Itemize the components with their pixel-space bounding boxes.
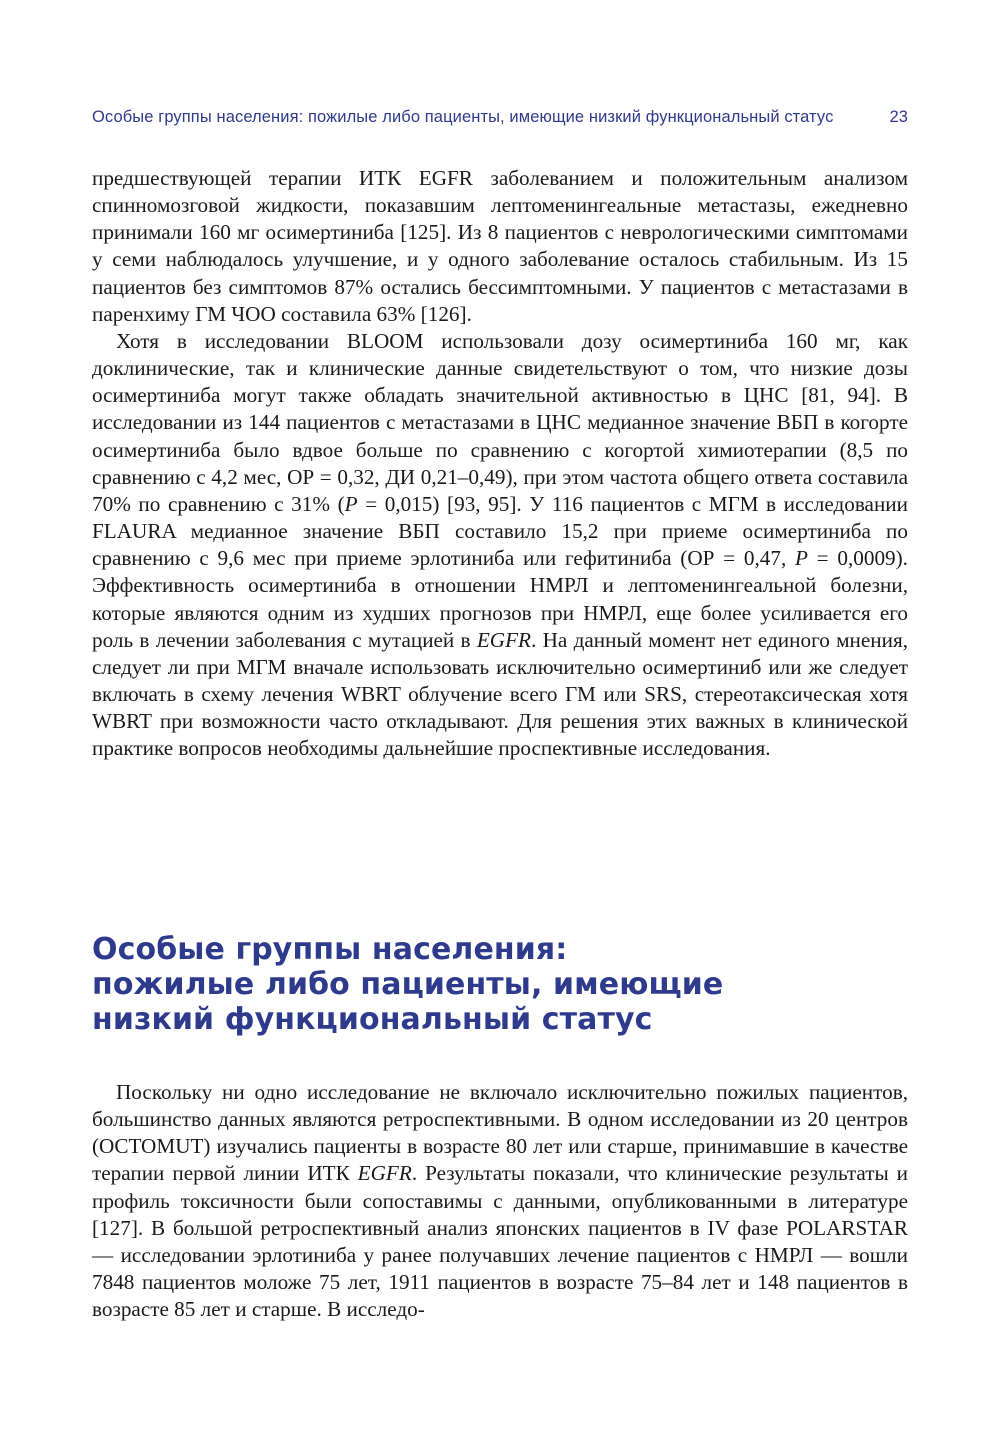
p3-text-b: . Результаты показали, что клинические результаты и профиль токсичности были сопоставимы с данными, опубликованными в литературе [127]. В большой ретроспективный анализ японских пациентов в IV фазе POLARSTAR — исследовании эрлотиниба у ранее получавших лечение пациентов с НМРЛ — вошли 7848 пациентов моложе 75 лет, 1911 пациентов в возрасте 75–84 лет и 148 пациентов в возрасте 85 лет и старше. В исследо- [92, 1161, 909, 1322]
page-number: 23 [889, 108, 908, 126]
p2-text-c: = 0,0009). Эффективность осимертиниба в отношении НМРЛ и лептоменингеальной болезни, которые являются одним из худших прогнозов при НМРЛ, еще более усиливается его роль в лечении заболевания с мутацией в [92, 546, 908, 652]
section-heading-line-2: пожилые либо пациенты, имеющие [92, 967, 724, 1002]
p3-text-a: Поскольку ни одно исследование не включало исключительно пожилых пациентов, большинство данных являются ретроспективными. В одном исследовании из 20 центров (OCTOMUT) изучались пациенты в возрасте 80 лет или старше, принимавшие в качестве терапии первой линии ИТК [92, 1080, 908, 1186]
p2-text-d: . На данный момент нет единого мнения, следует ли при МГМ вначале использовать исключительно осимертиниб или же следует включать в схему лечения WBRT облучение всего ГМ или SRS, стереотаксическая хотя WBRT при возможности часто откладывают. Для решения этих важных в клинической практике вопросов необходимы дальнейшие проспективные исследования. [92, 627, 908, 761]
running-header [92, 108, 908, 134]
running-title: Особые группы населения: пожилые либо пациенты, имеющие низкий функциональный статус [92, 108, 834, 126]
p2-text-a: Хотя в исследовании BLOOM использовали дозу осимертиниба 160 мг, как доклинические, так и клинические данные свидетельствуют о том, что низкие дозы осимертиниба могут также обладать значительной активностью в ЦНС [81, 94]. В исследовании из 144 пациентов с метастазами в ЦНС медианное значение ВБП в когорте осимертиниба было вдвое больше по сравнению с когортой химиотерапии (8,5 по сравнению с 4,2 мес, ОР = 0,32, ДИ 0,21–0,49), при этом частота общего ответа составила 70% по сравнению с 31% ( [92, 328, 908, 516]
p2-egfr-gene: EGFR [476, 627, 531, 652]
p2-text-b: = 0,015) [93, 95]. У 116 пациентов с МГМ в исследовании FLAURA медианное значение ВБП составило 15,2 при приеме осимертиниба по сравнению с 9,6 мес при приеме эрлотиниба или гефитиниба (ОР = 0,47, [92, 491, 908, 571]
paragraph-3 [92, 1079, 908, 1323]
p3-egfr-gene: EGFR [357, 1161, 412, 1186]
section-2-body [92, 1079, 908, 1323]
section-heading-line-3: низкий функциональный статус [92, 1002, 653, 1037]
section-heading-line-1: Особые группы населения: [92, 932, 568, 967]
p2-p-value-symbol-1: P [344, 491, 358, 516]
section-heading [92, 932, 908, 1037]
p2-p-value-symbol-2: P [794, 546, 808, 571]
paragraph-1: предшествующей терапии ИТК EGFR заболеванием и положительным анализом спинномозговой жидкости, показавшим лептоменингеальные метастазы, ежедневно принимали 160 мг осимертиниба [125]. Из 8 пациентов с неврологическими симптомами у семи наблюдалось улучшение, и у одного заболевание осталось стабильным. Из 15 пациентов без симптомов 87% остались бессимптомными. У пациентов с метастазами в паренхиму ГМ ЧОО составила 63% [126]. [92, 166, 908, 326]
paragraph-2 [92, 328, 908, 763]
section-1-body [92, 165, 908, 762]
